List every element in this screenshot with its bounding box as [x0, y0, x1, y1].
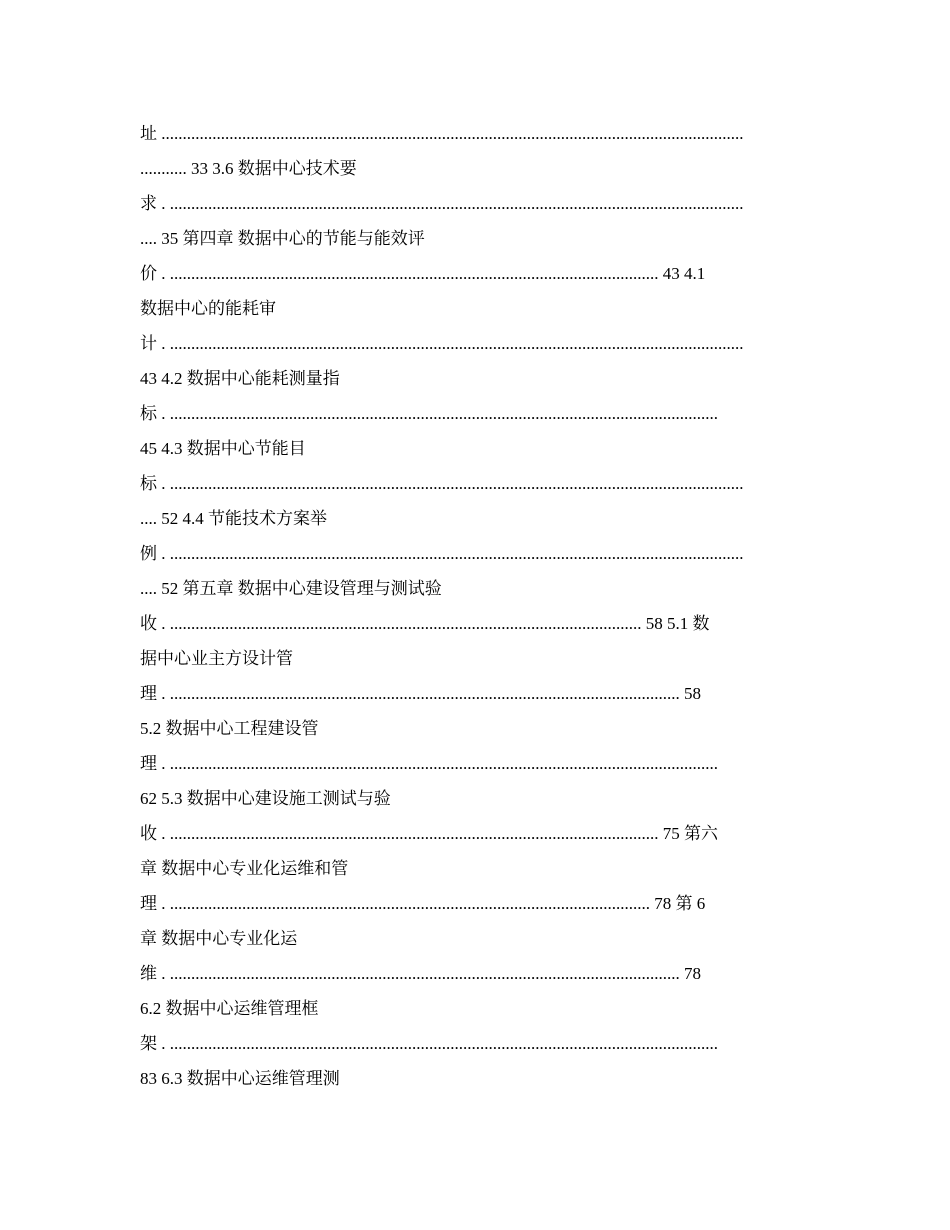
toc-line: .... 52 4.4 节能技术方案举: [140, 509, 327, 528]
toc-line: 价 . ................................................................................................................... 43 4.1: [140, 264, 706, 283]
toc-line: 62 5.3 数据中心建设施工测试与验: [140, 789, 391, 808]
toc-line: 址 .........................................................................................................................................: [140, 124, 744, 143]
toc-line: 数据中心的能耗审: [140, 299, 276, 318]
toc-line: 标 . .................................................................................................................................: [140, 404, 718, 423]
toc-line: 理 . ................................................................................................................. 78 第 6: [140, 894, 706, 913]
toc-line: 6.2 数据中心运维管理框: [140, 999, 319, 1018]
toc-line: 章 数据中心专业化运: [140, 929, 298, 948]
toc-line: .... 52 第五章 数据中心建设管理与测试验: [140, 579, 442, 598]
toc-line: 标 . .......................................................................................................................................: [140, 474, 744, 493]
toc-line: ........... 33 3.6 数据中心技术要: [140, 159, 357, 178]
toc-line: 架 . .................................................................................................................................: [140, 1034, 718, 1053]
toc-line: 理 . .................................................................................................................................: [140, 754, 718, 773]
toc-line: 维 . ........................................................................................................................ 78: [140, 964, 701, 983]
toc-line: 据中心业主方设计管: [140, 649, 293, 668]
toc-line: 例 . .......................................................................................................................................: [140, 544, 744, 563]
toc-line: 收 . ............................................................................................................... 58 5.1 数: [140, 614, 710, 633]
toc-line: 43 4.2 数据中心能耗测量指: [140, 369, 340, 388]
toc-line: 5.2 数据中心工程建设管: [140, 719, 319, 738]
toc-line: 83 6.3 数据中心运维管理测: [140, 1069, 340, 1088]
toc-line: 求 . .......................................................................................................................................: [140, 194, 744, 213]
toc-line: 章 数据中心专业化运维和管: [140, 859, 349, 878]
toc-line: 计 . .......................................................................................................................................: [140, 334, 744, 353]
toc-line: .... 35 第四章 数据中心的节能与能效评: [140, 229, 425, 248]
toc-line: 收 . ................................................................................................................... 75 第六: [140, 824, 718, 843]
toc-line: 45 4.3 数据中心节能目: [140, 439, 306, 458]
toc-line: 理 . ........................................................................................................................ 58: [140, 684, 701, 703]
